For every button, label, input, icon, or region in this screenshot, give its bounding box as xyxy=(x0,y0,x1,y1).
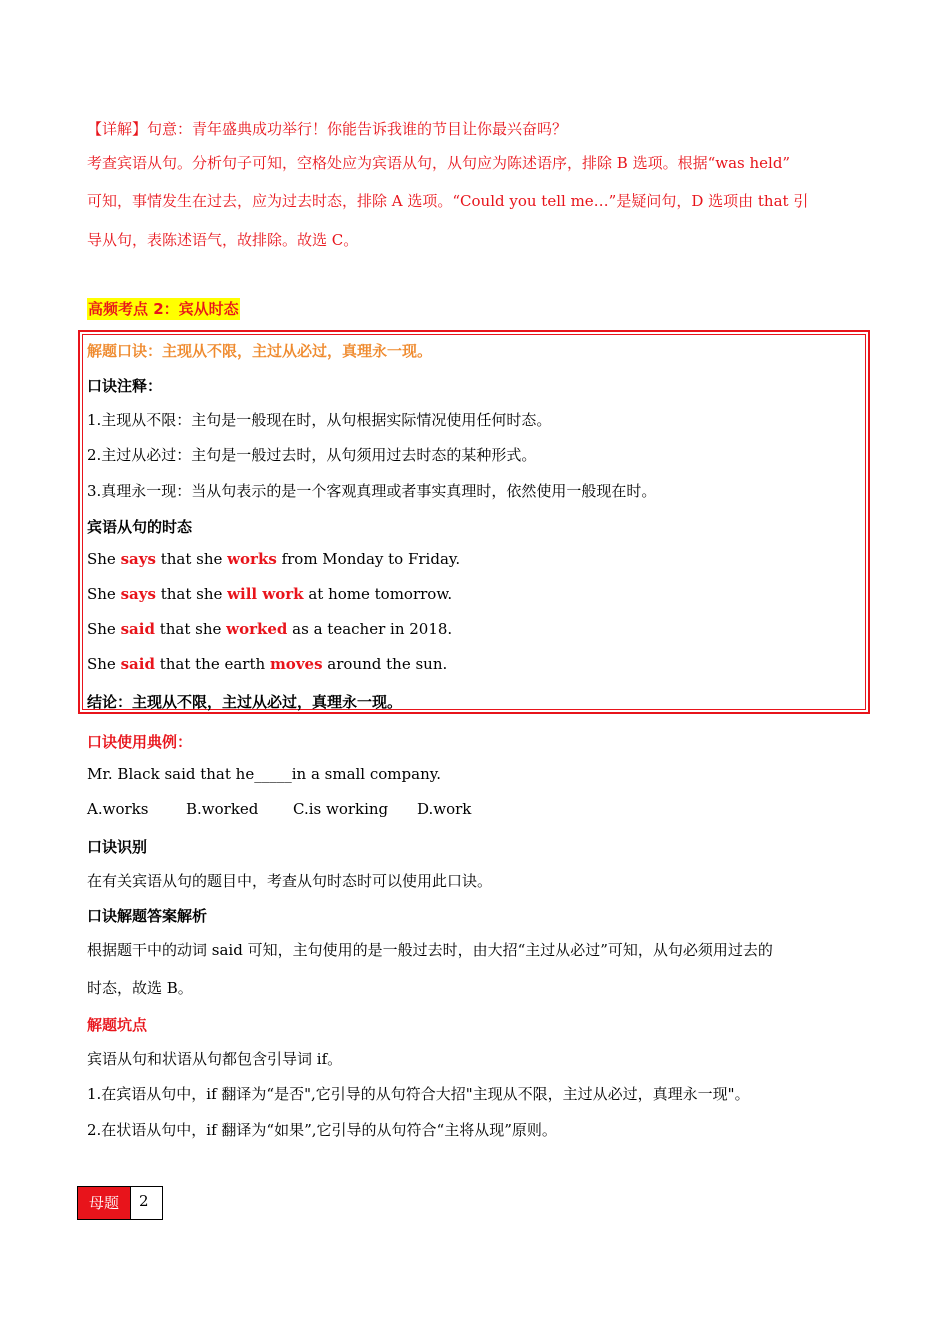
detail-line-1: 【详解】句意：青年盛典成功举行！你能告诉我谁的节目让你最兴奋吗？ xyxy=(87,120,568,138)
detail-line-2: 考查宾语从句。分析句子可知，空格处应为宾语从句，从句应为陈述语序，排除 B 选项。根据“was held” xyxy=(87,154,791,172)
note-2: 2.主过从必过：主句是一般过去时，从句须用过去时态的某种形式。 xyxy=(87,446,537,464)
option-b: B.worked xyxy=(186,800,259,818)
example-question: Mr. Black said that he_____in a small company. xyxy=(87,765,441,783)
mother-number: 2 xyxy=(130,1187,162,1219)
answer-line-2: 时态，故选 B。 xyxy=(87,979,193,997)
option-d: D.work xyxy=(417,800,472,818)
example-sentence-2: She says that she will work at home tomorrow. xyxy=(87,585,453,603)
option-c: C.is working xyxy=(293,800,389,818)
detail-line-3: 可知，事情发生在过去，应为过去时态，排除 A 选项。“Could you tell me…”是疑问句，D 选项由 that 引 xyxy=(87,192,809,210)
identify-title: 口诀识别 xyxy=(87,838,148,856)
conclusion: 结论：主现从不限，主过从必过，真理永一现。 xyxy=(87,693,403,711)
example-sentence-4: She said that the earth moves around the sun. xyxy=(87,655,448,673)
identify-text: 在有关宾语从句的题目中，考查从句时态时可以使用此口诀。 xyxy=(87,872,493,890)
example-sentence-3: She said that she worked as a teacher in 2018. xyxy=(87,620,453,638)
note-1: 1.主现从不限：主句是一般现在时，从句根据实际情况使用任何时态。 xyxy=(87,411,552,429)
notes-title: 口诀注释： xyxy=(87,377,163,395)
pitfall-line-3: 2.在状语从句中，if 翻译为“如果”,它引导的从句符合“主将从现”原则。 xyxy=(87,1121,557,1139)
note-3: 3.真理永一现：当从句表示的是一个客观真理或者事实真理时，依然使用一般现在时。 xyxy=(87,482,657,500)
pitfall-line-1: 宾语从句和状语从句都包含引导词 if。 xyxy=(87,1050,343,1068)
answer-line-1: 根据题干中的动词 said 可知，主句使用的是一般过去时，由大招“主过从必过”可知，从句必须用过去的 xyxy=(87,941,773,959)
tense-title: 宾语从句的时态 xyxy=(87,518,193,536)
pitfall-title: 解题坑点 xyxy=(87,1016,148,1034)
example-title: 口诀使用典例： xyxy=(87,733,193,751)
pitfall-line-2: 1.在宾语从句中，if 翻译为“是否",它引导的从句符合大招"主现从不限，主过从必过，真理永一现"。 xyxy=(87,1085,750,1103)
mother-question-tag xyxy=(77,1186,163,1220)
mother-label: 母题 xyxy=(78,1187,130,1219)
example-sentence-1: She says that she works from Monday to Friday. xyxy=(87,550,461,568)
option-a: A.works xyxy=(87,800,149,818)
detail-line-4: 导从句，表陈述语气，故排除。故选 C。 xyxy=(87,231,359,249)
answer-title: 口诀解题答案解析 xyxy=(87,907,208,925)
formula: 解题口诀：主现从不限，主过从必过，真理永一现。 xyxy=(87,342,433,360)
section-heading: 高频考点 2：宾从时态 xyxy=(88,300,239,318)
